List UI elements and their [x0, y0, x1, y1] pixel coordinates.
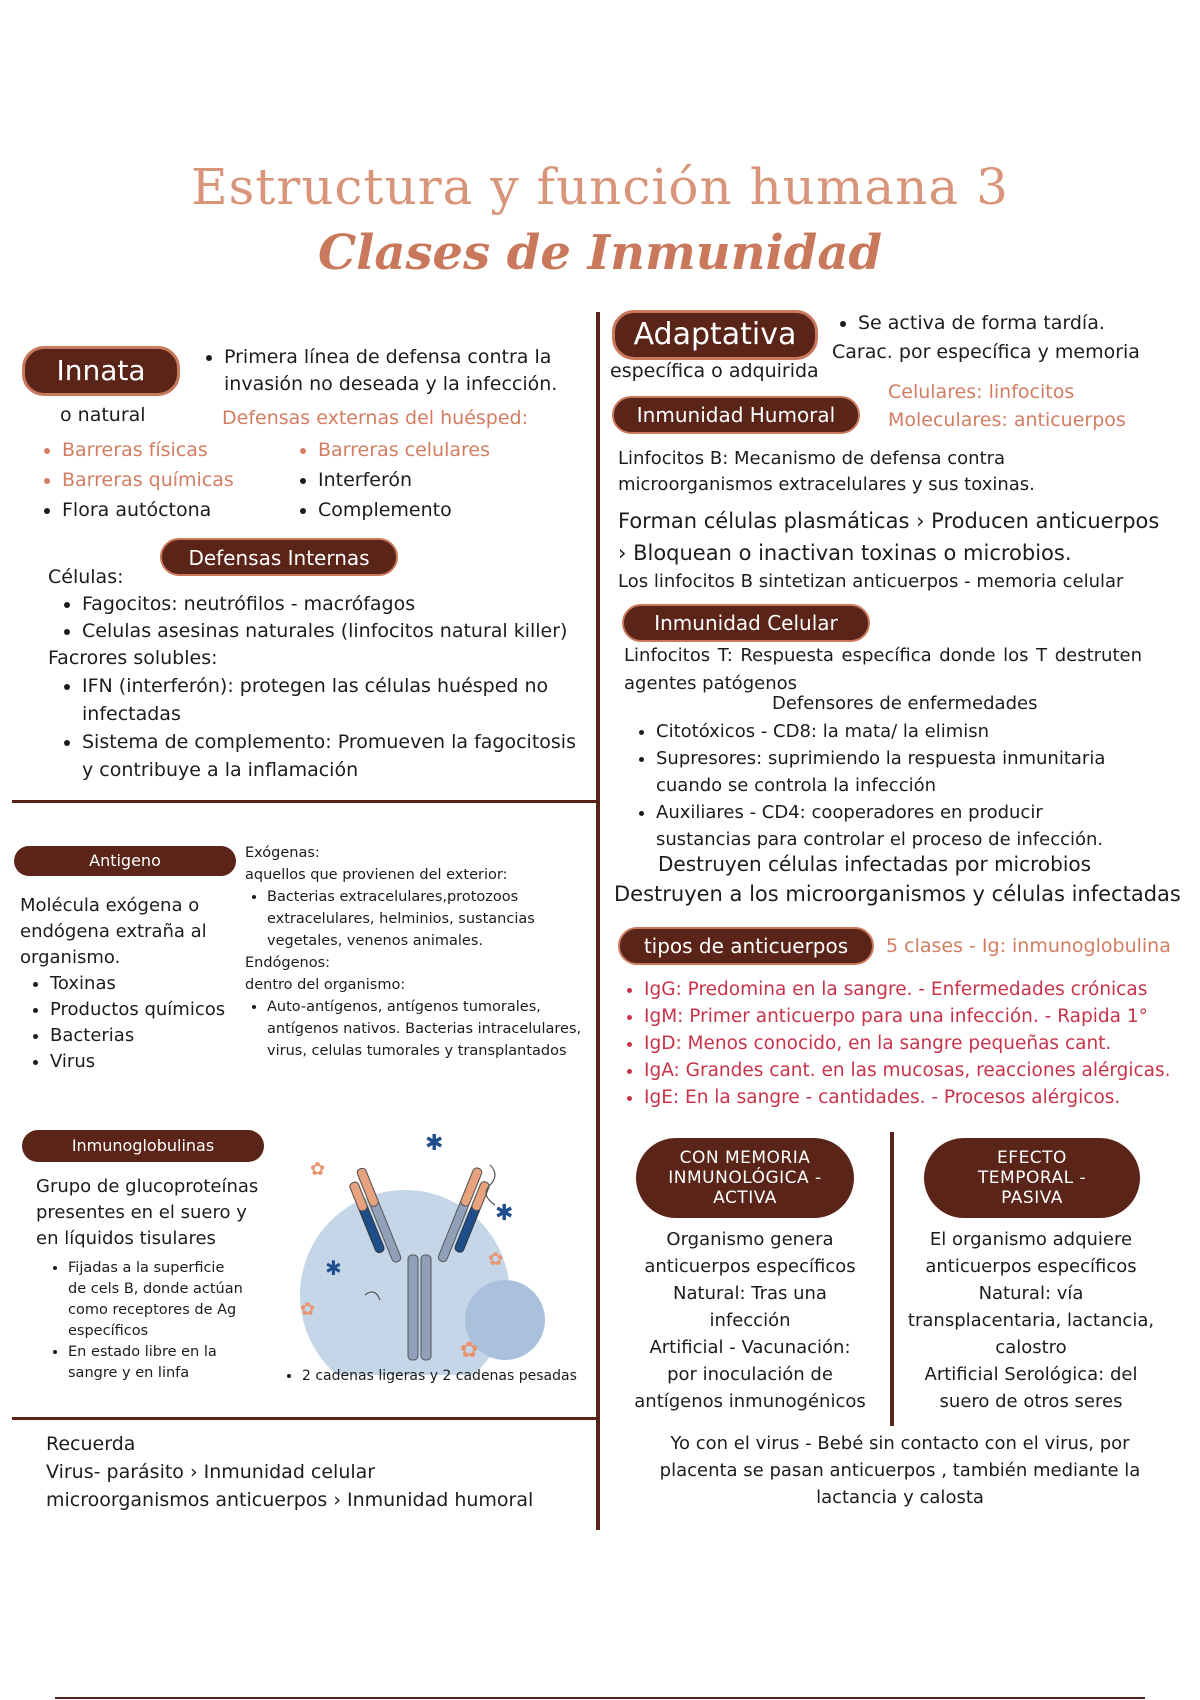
flower-icon: ✿	[488, 1249, 504, 1270]
list-item: • Toxinas	[50, 971, 248, 997]
horizontal-divider-left-1	[12, 800, 598, 803]
list-item: • Flora autóctona	[62, 495, 280, 525]
list-item: • Fagocitos: neutrófilos - macrófagos	[82, 591, 590, 618]
temporal-line: suero de otros seres	[939, 1391, 1123, 1412]
temporal-line: transplacentaria, lactancia,	[907, 1310, 1155, 1331]
innata-alt-name: o natural	[60, 404, 146, 426]
innata-description	[202, 344, 582, 398]
exogenas-label: Exógenas:	[245, 845, 320, 861]
vertical-divider-main	[596, 312, 600, 1530]
adaptativa-moleculares: Moleculares: anticuerpos	[888, 409, 1126, 431]
adaptativa-celulares: Celulares: linfocitos	[888, 381, 1075, 403]
celular-defensores: Defensores de enfermedades	[772, 693, 1038, 714]
inmunoglobulinas-definition: Grupo de glucoproteínas presentes en el suero y en líquidos tisulares	[36, 1176, 259, 1249]
anticuerpos-list	[622, 976, 1192, 1111]
horizontal-divider-left-2	[12, 1417, 598, 1420]
list-item: • Barreras químicas	[62, 465, 280, 495]
inmunidad-celular-pill: Inmunidad Celular	[622, 604, 870, 642]
inmunoglobulinas-pill: Inmunoglobulinas	[22, 1130, 264, 1162]
antibody-illustration	[290, 1125, 570, 1375]
adaptativa-alt-name: específica o adquirida	[610, 360, 819, 382]
humoral-line3: › Bloquean o inactivan toxinas o microbios.	[618, 541, 1072, 565]
temporal-line: Artificial Serológica: del	[924, 1364, 1138, 1385]
recuerda-block	[46, 1430, 586, 1514]
list-item: • Bacterias extracelulares,protozoos extracelulares, helminios, sustancias vegetales, venenos animales.	[267, 886, 585, 952]
memoria-lines	[620, 1226, 880, 1415]
memoria-activa-pill: CON MEMORIA INMUNOLÓGICA - ACTIVA	[636, 1138, 854, 1218]
celular-list	[634, 718, 1134, 853]
list-item: • IgE: En la sangre - cantidades. - Procesos alérgicos.	[644, 1084, 1192, 1111]
externas-title: Defensas externas del huésped:	[222, 407, 529, 429]
adaptativa-carac: Carac. por específica y memoria	[832, 341, 1140, 363]
internas-cells-label: Células:	[48, 566, 124, 588]
inmunoglobulinas-caption	[280, 1366, 600, 1386]
flower-icon: ✿	[300, 1299, 316, 1320]
externas-col2	[296, 435, 576, 525]
temporal-pasiva-pill: EFECTO TEMPORAL - PASIVA	[924, 1138, 1140, 1218]
list-item: • Auto-antígenos, antígenos tumorales, antígenos nativos. Bacterias intracelulares, virus, celulas tumorales y transplantados	[267, 996, 585, 1062]
endogenas-label: Endógenos:	[245, 955, 331, 971]
externas-col1	[40, 435, 280, 525]
list-item: • IgG: Predomina en la sangre. - Enfermedades crónicas	[644, 976, 1192, 1003]
tipos-anticuerpos-pill: tipos de anticuerpos	[618, 927, 874, 965]
memoria-line: por inoculación de	[667, 1364, 833, 1385]
flower-icon: ✿	[460, 1338, 479, 1363]
temporal-line: anticuerpos específicos	[925, 1256, 1137, 1277]
recuerda-line: microorganismos anticuerpos › Inmunidad humoral	[46, 1489, 534, 1511]
page-title: Estructura y función humana 3	[191, 158, 1009, 216]
defensas-internas-pill: Defensas Internas	[160, 538, 398, 576]
list-item: • IgD: Menos conocido, en la sangre pequeñas cant.	[644, 1030, 1192, 1057]
vertical-divider-memoria	[890, 1132, 894, 1426]
celular-line1: Linfocitos T: Respuesta específica donde los T destruten agentes patógenos	[624, 645, 1142, 694]
list-item: • Barreras físicas	[62, 435, 280, 465]
list-item: • Productos químicos	[50, 997, 248, 1023]
internas-soluble-label: Facrores solubles:	[48, 647, 218, 669]
antigeno-list	[28, 971, 248, 1075]
star-icon: ✱	[425, 1131, 444, 1156]
list-item: • Sistema de complemento: Promueven la fagocitosis y contribuye a la inflamación	[82, 728, 580, 784]
antibody-stem-right	[421, 1255, 431, 1360]
memoria-line: Organismo genera	[666, 1229, 834, 1250]
list-item: • Supresores: suprimiendo la respuesta inmunitaria cuando se controla la infección	[656, 745, 1134, 799]
list-item: • Fijadas a la superficie de cels B, donde actúan como receptores de Ag específicos	[68, 1258, 246, 1342]
inmunidad-humoral-pill: Inmunidad Humoral	[612, 396, 860, 434]
list-item: • En estado libre en la sangre y en linfa	[68, 1342, 246, 1384]
list-item: • 2 cadenas ligeras y 2 cadenas pesadas	[302, 1366, 600, 1386]
antigeno-pill: Antigeno	[14, 846, 236, 876]
list-item: • Bacterias	[50, 1023, 248, 1049]
list-item: • Citotóxicos - CD8: la mata/ la elimisn	[656, 718, 1134, 745]
flower-icon: ✿	[310, 1159, 326, 1180]
memoria-line: infección	[709, 1310, 791, 1331]
nota-final: Yo con el virus - Bebé sin contacto con el virus, por placenta se pasan anticuerpos , también mediante la lactancia y calosta	[659, 1433, 1141, 1508]
list-item: • Auxiliares - CD4: cooperadores en producir sustancias para controlar el proceso de infección.	[656, 799, 1134, 853]
list-item: • IgM: Primer anticuerpo para una infección. - Rapida 1°	[644, 1003, 1192, 1030]
humoral-line4: Los linfocitos B sintetizan anticuerpos - memoria celular	[618, 571, 1124, 592]
temporal-line: El organismo adquiere	[929, 1229, 1133, 1250]
humoral-line2: Forman células plasmáticas › Producen anticuerpos	[618, 509, 1160, 533]
memoria-line: Natural: Tras una	[673, 1283, 827, 1304]
list-item: • Complemento	[318, 495, 576, 525]
page-subtitle: Clases de Inmunidad	[317, 225, 883, 281]
anticuerpos-clases: 5 clases - Ig: inmunoglobulina	[886, 935, 1171, 957]
internas-soluble-list	[60, 672, 580, 784]
humoral-line1: Linfocitos B: Mecanismo de defensa contra microorganismos extracelulares y sus toxinas.	[618, 448, 1035, 495]
innata-bullet: • Primera línea de defensa contra la invasión no deseada y la infección.	[224, 344, 582, 398]
memoria-line: Artificial - Vacunación:	[649, 1337, 851, 1358]
temporal-lines	[898, 1226, 1164, 1415]
antibody-stem-left	[408, 1255, 418, 1360]
list-item: • Interferón	[318, 465, 576, 495]
list-item: • IgA: Grandes cant. en las mucosas, reacciones alérgicas.	[644, 1057, 1192, 1084]
star-icon: ✱	[325, 1256, 342, 1280]
celular-destroy2: Destruyen a los microorganismos y células infectadas	[614, 882, 1181, 906]
adaptativa-pill: Adaptativa	[612, 310, 818, 360]
list-item: • Virus	[50, 1049, 248, 1075]
memoria-line: anticuerpos específicos	[644, 1256, 856, 1277]
inmunoglobulinas-list	[46, 1258, 246, 1384]
innata-pill: Innata	[22, 346, 180, 396]
list-item: • Celulas asesinas naturales (linfocitos natural killer)	[82, 618, 590, 645]
recuerda-line: Virus- parásito › Inmunidad celular	[46, 1461, 376, 1483]
exogenas-desc: aquellos que provienen del exterior:	[245, 867, 508, 883]
memoria-line: antígenos inmunogénicos	[634, 1391, 866, 1412]
recuerda-title: Recuerda	[46, 1433, 136, 1455]
star-icon: ✱	[495, 1201, 514, 1226]
adaptativa-description	[836, 310, 1186, 337]
temporal-line: calostro	[995, 1337, 1067, 1358]
exogenas-block	[245, 842, 585, 1062]
antigeno-definition: Molécula exógena o endógena extraña al organismo.	[20, 895, 207, 968]
endogenas-desc: dentro del organismo:	[245, 977, 406, 993]
list-item: • Barreras celulares	[318, 435, 576, 465]
list-item: • IFN (interferón): protegen las células huésped no infectadas	[82, 672, 580, 728]
internas-cells-list	[60, 591, 590, 645]
page-bottom-rule	[55, 1697, 1145, 1699]
celular-destroy1: Destruyen células infectadas por microbios	[658, 852, 1092, 876]
temporal-line: Natural: vía	[978, 1283, 1084, 1304]
adaptativa-bullet: • Se activa de forma tardía.	[858, 310, 1186, 337]
